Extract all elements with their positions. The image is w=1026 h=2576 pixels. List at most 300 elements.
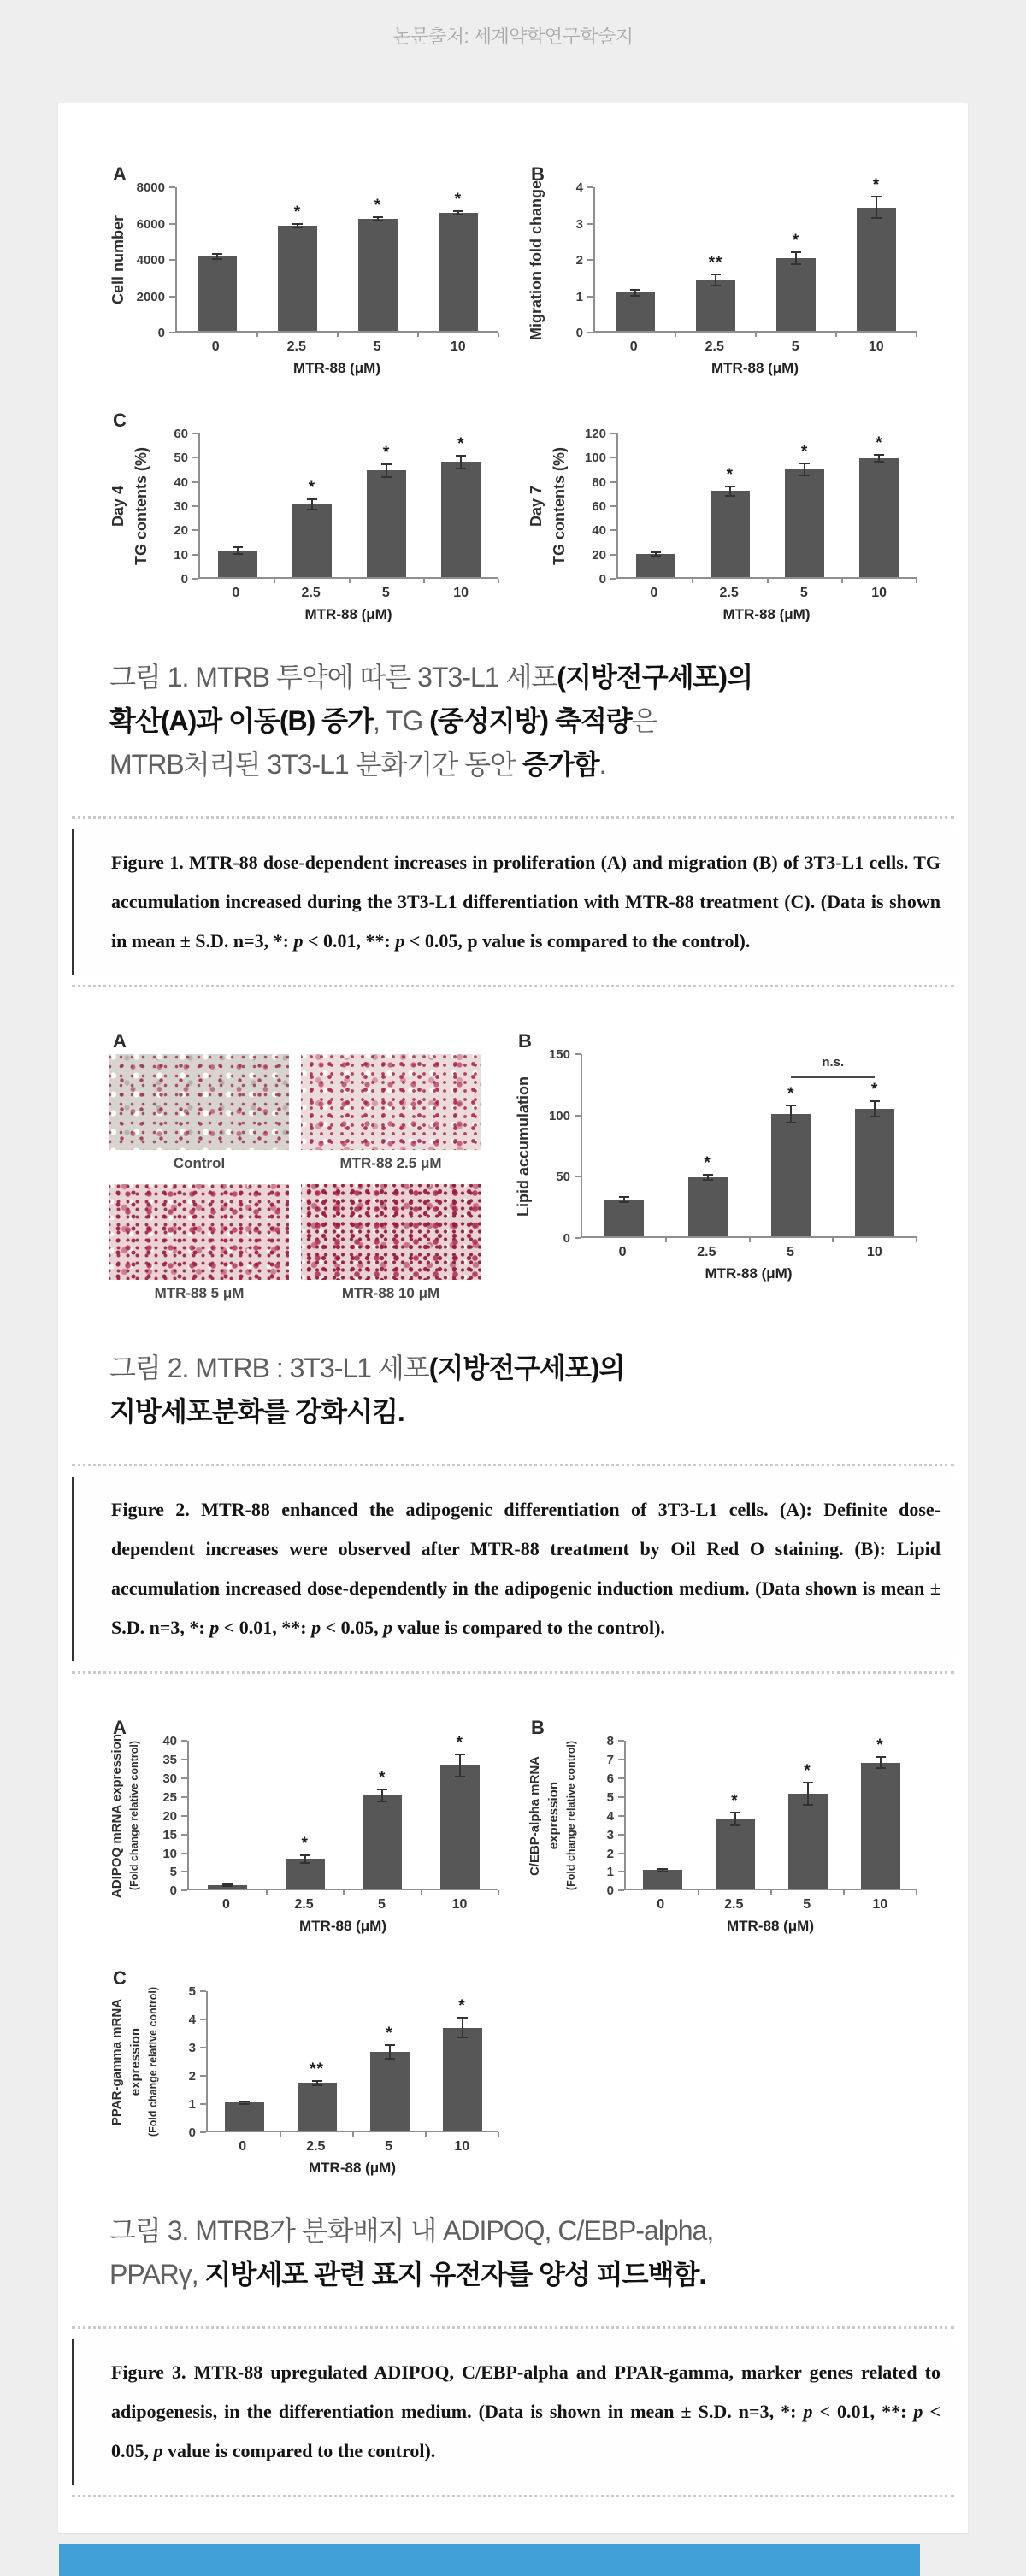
y-tick-label: 0 <box>606 1883 614 1899</box>
y-axis <box>156 427 198 587</box>
y-axis-label: Day 7 <box>528 485 545 528</box>
caption-segment: p <box>383 1617 393 1639</box>
y-tick-label: 8 <box>606 1734 614 1749</box>
caption-segment: MTRB처리된 3T3-L1 분화기간 동안 <box>109 749 522 781</box>
y-axis-label: Day 4 <box>109 485 127 528</box>
figure2-english-caption <box>72 1477 954 1662</box>
caption-segment: 은 <box>631 705 657 737</box>
y-tick-mark <box>618 1796 624 1798</box>
caption-segment: p <box>153 2440 163 2461</box>
error-bar-cap <box>212 253 222 255</box>
error-bar-cap <box>870 1116 880 1117</box>
bar <box>636 554 675 577</box>
x-tick-mark <box>692 579 693 583</box>
x-tick-labels <box>515 1245 917 1260</box>
y-tick-label: 40 <box>592 523 606 539</box>
significance-star: * <box>876 433 883 452</box>
error-bar-cap <box>307 509 317 510</box>
y-tick-mark <box>618 1740 624 1742</box>
y-tick-mark <box>200 2019 206 2020</box>
y-tick-mark <box>610 554 616 556</box>
error-bar-cap <box>871 196 882 197</box>
y-tick-label: 4000 <box>136 253 165 268</box>
x-tick-label: 5 <box>803 1897 811 1913</box>
y-tick-label: 3 <box>606 1827 614 1842</box>
y-tick-label: 10 <box>162 1846 177 1861</box>
figure1-row2 <box>109 410 917 623</box>
x-tick-label: 2.5 <box>306 2139 326 2155</box>
y-tick-mark <box>169 223 175 225</box>
error-bar-cap <box>803 1804 813 1806</box>
y-axis <box>574 427 616 587</box>
article-card <box>58 103 968 2533</box>
error-bar-cap <box>791 251 801 253</box>
significance-star: * <box>458 1997 466 2016</box>
x-axis-title: MTR-88 (μM) <box>727 1918 814 1935</box>
x-tick-mark <box>498 579 499 583</box>
caption-segment: 그림 2. MTRB : 3T3-L1 세포 <box>109 1353 429 1384</box>
x-tick-label: 2.5 <box>301 586 321 600</box>
x-tick-label: 5 <box>791 339 799 354</box>
x-tick-labels <box>109 586 498 601</box>
significance-star: * <box>726 465 734 484</box>
error-bar-cap <box>233 553 243 555</box>
panel-letter: B <box>531 1717 545 1739</box>
bar <box>278 226 317 331</box>
y-tick-label: 10 <box>174 547 188 563</box>
x-tick-label: 0 <box>618 1245 627 1260</box>
caption-segment: p <box>293 929 304 952</box>
y-tick-label: 15 <box>162 1827 177 1842</box>
figure3-english-caption-block <box>72 2326 954 2498</box>
x-tick-label: 0 <box>232 586 240 600</box>
y-tick-mark <box>192 578 198 580</box>
stain-image-2-5um <box>301 1054 481 1150</box>
y-axis-label: TG contents (%) <box>133 447 150 565</box>
caption-segment: . <box>598 749 606 781</box>
chart-area <box>528 1734 917 1899</box>
y-axis-label: (Fold change relative control) <box>565 1741 577 1891</box>
x-tick-mark <box>841 579 843 583</box>
significance-star: * <box>731 1791 739 1810</box>
significance-star: * <box>704 1154 711 1173</box>
y-tick-mark <box>618 1759 624 1760</box>
x-tick-label: 2.5 <box>724 1897 744 1913</box>
stain-image-10um <box>301 1184 481 1280</box>
error-bar-cap <box>874 461 884 463</box>
y-tick-mark <box>169 332 175 333</box>
y-tick-label: 2 <box>188 2069 196 2084</box>
error-bar <box>790 1105 792 1123</box>
y-tick-mark <box>192 433 198 434</box>
figure1-korean-caption <box>109 656 917 787</box>
y-tick-mark <box>610 578 616 580</box>
x-tick-mark <box>770 1890 772 1895</box>
plot <box>616 433 917 579</box>
error-bar <box>460 456 462 468</box>
chart-fig3b <box>528 1717 917 1935</box>
error-bar-cap <box>730 1824 740 1826</box>
caption-segment: 확산(A)과 이동(B) 증가 <box>109 705 374 737</box>
caption-segment: p <box>913 2400 923 2422</box>
chart-fig1a <box>109 163 498 377</box>
caption-segment: p <box>311 1617 321 1639</box>
y-tick-label: 5 <box>169 1865 177 1880</box>
y-tick-label: 6 <box>606 1771 614 1786</box>
error-bar <box>386 464 387 477</box>
bar <box>440 1765 480 1889</box>
bar <box>711 491 750 577</box>
x-tick-mark <box>417 333 419 337</box>
y-axis-labels <box>109 1987 163 2137</box>
panel-letter: A <box>113 1030 127 1052</box>
y-tick-mark <box>192 481 198 483</box>
figure3-row2 <box>109 1967 917 2177</box>
error-bar-cap <box>453 214 463 215</box>
x-tick-mark <box>832 1238 834 1242</box>
y-tick-mark <box>575 1053 581 1055</box>
error-bar-cap <box>312 2080 322 2082</box>
y-tick-mark <box>575 1237 581 1239</box>
error-bar-cap <box>455 1776 465 1777</box>
significance-star: * <box>379 1768 386 1787</box>
plot <box>206 1991 498 2132</box>
y-tick-label: 6000 <box>136 216 165 232</box>
x-tick-labels <box>528 586 917 601</box>
x-tick-mark <box>665 1238 667 1242</box>
error-bar-cap <box>373 216 383 218</box>
bar <box>367 470 406 577</box>
x-tick-label: 2.5 <box>705 339 724 354</box>
y-axis-label: expression <box>128 2028 143 2096</box>
panel-letter: B <box>518 1030 532 1052</box>
error-bar-cap <box>651 555 661 557</box>
y-tick-label: 1 <box>575 289 583 304</box>
stain-image-cell <box>301 1054 481 1184</box>
error-bar-cap <box>239 2103 250 2105</box>
bar <box>604 1200 644 1236</box>
error-bar-cap <box>307 498 317 500</box>
y-tick-mark <box>610 529 616 531</box>
plot <box>175 187 498 333</box>
caption-segment: 지방세포 관련 표지 유전자를 양성 피드백함. <box>204 2259 706 2290</box>
x-tick-mark <box>425 2132 427 2137</box>
figure1-english-caption <box>72 829 954 976</box>
error-bar-cap <box>292 227 303 228</box>
figure1-row1 <box>109 163 917 377</box>
caption-segment: < 0.01, **: <box>219 1617 312 1639</box>
error-bar-cap <box>791 263 801 265</box>
y-tick-label: 25 <box>162 1789 177 1805</box>
error-bar-cap <box>373 220 383 221</box>
significance-star: * <box>301 1834 309 1853</box>
x-tick-label: 10 <box>454 2139 470 2155</box>
x-tick-label: 10 <box>451 1897 468 1913</box>
stain-image-cell <box>109 1184 289 1314</box>
x-axis-title: MTR-88 (μM) <box>711 360 799 376</box>
y-tick-label: 150 <box>548 1047 570 1063</box>
x-tick-mark <box>916 1238 917 1242</box>
x-axis-title: MTR-88 (μM) <box>304 606 392 622</box>
error-bar <box>381 1789 383 1801</box>
caption-segment: < 0.01, **: <box>303 929 396 952</box>
x-tick-mark <box>280 2132 281 2137</box>
x-tick-mark <box>266 1890 268 1895</box>
caption-segment: p <box>209 1617 220 1639</box>
bar <box>443 2028 482 2131</box>
bar <box>788 1794 828 1889</box>
y-tick-mark <box>618 1815 624 1817</box>
x-tick-mark <box>498 333 499 337</box>
x-tick-mark <box>749 1238 751 1242</box>
y-tick-mark <box>610 457 616 458</box>
error-bar-cap <box>799 463 810 464</box>
y-axis <box>163 1984 206 2141</box>
figure2-row <box>109 1030 917 1314</box>
x-tick-label: 10 <box>866 1245 882 1260</box>
error-bar <box>807 1783 809 1805</box>
y-axis-label: TG contents (%) <box>551 447 568 565</box>
stain-image-label: MTR-88 2.5 μM <box>339 1155 442 1172</box>
x-tick-label: 0 <box>222 1897 230 1913</box>
y-tick-label: 60 <box>174 427 188 441</box>
y-tick-label: 40 <box>162 1734 177 1749</box>
panel-letter: A <box>113 1717 127 1739</box>
y-tick-mark <box>181 1796 187 1798</box>
x-tick-label: 10 <box>450 339 466 354</box>
error-bar-cap <box>456 455 466 457</box>
bar <box>696 280 735 332</box>
significance-star: * <box>456 1733 463 1752</box>
stain-image-control <box>109 1054 289 1150</box>
x-tick-mark <box>256 333 258 337</box>
y-tick-label: 0 <box>180 572 188 587</box>
bar <box>785 469 824 577</box>
stain-image-5um <box>109 1184 289 1280</box>
x-tick-labels <box>109 1897 498 1913</box>
error-bar-cap <box>212 258 222 260</box>
x-tick-labels <box>528 1897 917 1913</box>
y-tick-mark <box>575 1176 581 1177</box>
figure3-korean-caption <box>109 2209 917 2296</box>
figure2-panel-a <box>109 1030 494 1314</box>
chart-fig1c-day7 <box>528 410 917 623</box>
error-bar-cap <box>385 2044 395 2046</box>
y-tick-mark <box>618 1889 624 1891</box>
error-bar-cap <box>870 1100 880 1102</box>
error-bar-cap <box>876 1756 886 1758</box>
y-tick-label: 50 <box>174 451 188 466</box>
bar <box>439 213 478 331</box>
x-tick-mark <box>835 333 837 337</box>
y-tick-mark <box>181 1815 187 1817</box>
bar <box>857 208 896 332</box>
significance-star: * <box>787 1084 795 1103</box>
y-tick-mark <box>169 259 175 261</box>
error-bar-cap <box>233 546 243 548</box>
error-bar-cap <box>874 454 884 456</box>
error-bar-cap <box>630 289 640 291</box>
y-tick-label: 1 <box>188 2097 196 2113</box>
error-bar-cap <box>239 2101 250 2102</box>
y-axis <box>144 1734 187 1899</box>
x-tick-label: 5 <box>799 586 808 600</box>
bar <box>225 2102 264 2131</box>
y-tick-label: 40 <box>174 475 188 490</box>
y-tick-mark <box>587 186 593 188</box>
significance-star: * <box>872 175 881 194</box>
bar <box>855 1109 894 1236</box>
x-tick-labels <box>528 339 917 355</box>
error-bar-cap <box>711 285 721 286</box>
y-tick-mark <box>169 186 175 188</box>
y-tick-label: 0 <box>575 326 583 340</box>
y-axis-labels <box>109 1733 144 1898</box>
x-tick-mark <box>767 579 769 583</box>
caption-segment: (중성지방) 축적량 <box>429 705 632 737</box>
chart-area <box>109 1984 498 2141</box>
bar <box>298 2083 337 2131</box>
y-tick-mark <box>610 433 616 434</box>
y-tick-mark <box>618 1834 624 1836</box>
x-tick-label: 5 <box>381 586 390 600</box>
error-bar-cap <box>377 1801 387 1802</box>
y-tick-label: 30 <box>162 1771 177 1786</box>
x-tick-label: 5 <box>787 1245 795 1260</box>
error-bar-cap <box>619 1196 629 1198</box>
figure1-english-caption-block <box>72 816 954 988</box>
error-bar-cap <box>312 2084 322 2086</box>
x-tick-mark <box>843 1890 845 1895</box>
error-bar-cap <box>725 486 735 487</box>
x-tick-label: 5 <box>373 339 381 354</box>
y-tick-label: 20 <box>174 523 188 539</box>
panel-letter: C <box>113 410 127 431</box>
y-tick-label: 60 <box>592 499 606 514</box>
bar <box>776 258 816 331</box>
y-tick-label: 2000 <box>136 289 165 304</box>
y-tick-label: 2 <box>606 1846 614 1861</box>
y-tick-label: 80 <box>592 475 606 490</box>
figure3-english-caption <box>72 2339 954 2485</box>
y-tick-label: 4 <box>575 180 583 195</box>
x-tick-mark <box>343 1890 345 1895</box>
bar <box>616 292 655 331</box>
bar <box>861 1763 900 1889</box>
chart-area <box>528 175 917 340</box>
plot <box>581 1054 917 1238</box>
y-tick-label: 4 <box>606 1808 614 1824</box>
y-tick-label: 20 <box>162 1808 177 1824</box>
x-tick-label: 0 <box>211 339 220 354</box>
x-tick-mark <box>916 579 917 583</box>
bar <box>716 1819 755 1889</box>
bar <box>363 1795 402 1889</box>
error-bar-cap <box>455 1754 465 1755</box>
x-tick-label: 10 <box>871 586 887 600</box>
caption-segment: p <box>395 929 405 952</box>
y-axis-label: (Fold change relative control) <box>128 1741 140 1891</box>
error-bar-cap <box>630 295 640 297</box>
significance-star: * <box>382 443 391 462</box>
error-bar-cap <box>457 2017 468 2019</box>
bar <box>370 2052 410 2131</box>
x-tick-mark <box>698 1890 699 1895</box>
oil-red-o-image-grid <box>109 1054 494 1314</box>
y-tick-mark <box>181 1777 187 1779</box>
y-tick-mark <box>200 2131 206 2133</box>
y-tick-mark <box>181 1740 187 1742</box>
caption-segment: value is compared to the control). <box>392 1617 665 1639</box>
bottom-accent-bar <box>59 2544 920 2576</box>
y-tick-mark <box>181 1871 187 1872</box>
chart-area <box>109 427 498 587</box>
x-tick-label: 0 <box>629 339 638 354</box>
y-axis-label: C/EBP-alpha mRNA <box>528 1755 542 1876</box>
stain-image-cell <box>109 1054 289 1184</box>
error-bar-cap <box>381 476 392 478</box>
error-bar-cap <box>300 1854 310 1856</box>
y-tick-mark <box>200 1990 206 1992</box>
x-tick-label: 10 <box>868 339 884 354</box>
significance-star: * <box>457 435 465 454</box>
y-tick-label: 20 <box>592 547 606 563</box>
plot <box>198 433 498 579</box>
x-axis-title: MTR-88 (μM) <box>309 2160 396 2177</box>
y-tick-mark <box>575 1115 581 1117</box>
y-tick-mark <box>181 1889 187 1891</box>
x-tick-label: 0 <box>650 586 658 600</box>
bar <box>441 462 481 577</box>
error-bar <box>876 197 877 219</box>
caption-segment: 지방세포분화를 강화시킴. <box>109 1396 404 1428</box>
caption-segment: 그림 1. MTRB 투약에 따른 3T3-L1 세포 <box>109 662 557 693</box>
y-tick-mark <box>181 1834 187 1836</box>
y-tick-mark <box>200 2047 206 2048</box>
y-tick-label: 120 <box>584 427 606 441</box>
error-bar-cap <box>657 1871 668 1872</box>
ns-label: n.s. <box>822 1055 845 1070</box>
y-axis <box>551 180 593 340</box>
panel-letter: C <box>113 1967 127 1989</box>
caption-segment: < 0.05, <box>111 2400 940 2461</box>
y-tick-mark <box>200 2075 206 2077</box>
significance-star: * <box>792 231 800 250</box>
y-tick-label: 0 <box>563 1231 570 1247</box>
error-bar-cap <box>876 1767 886 1769</box>
y-tick-label: 7 <box>606 1753 614 1768</box>
error-bar-cap <box>457 2037 468 2038</box>
caption-segment: Figure 3. MTR-88 upregulated ADIPOQ, C/EBP-alpha and PPAR-gamma, marker genes related to adipogenesis, in the differentiation medium. (Data is shown in mean ± S.D. n=3, *: <box>111 2361 940 2422</box>
y-axis-label: ADIPOQ mRNA expression <box>109 1733 124 1898</box>
error-bar-cap <box>453 210 463 212</box>
bar <box>358 219 398 331</box>
y-tick-mark <box>610 481 616 483</box>
y-tick-label: 100 <box>548 1108 570 1123</box>
significance-star: * <box>386 2024 393 2043</box>
error-bar <box>462 2018 463 2037</box>
y-tick-mark <box>618 1853 624 1854</box>
y-axis-label: Migration fold change <box>528 180 545 340</box>
y-tick-label: 3 <box>188 2041 196 2056</box>
x-axis-title: MTR-88 (μM) <box>299 1918 386 1935</box>
x-tick-label: 2.5 <box>286 339 306 354</box>
x-tick-labels <box>109 339 498 355</box>
y-tick-label: 3 <box>575 216 583 232</box>
y-tick-mark <box>587 332 593 333</box>
figure2-english-caption-block <box>72 1464 954 1675</box>
bar <box>771 1114 811 1236</box>
